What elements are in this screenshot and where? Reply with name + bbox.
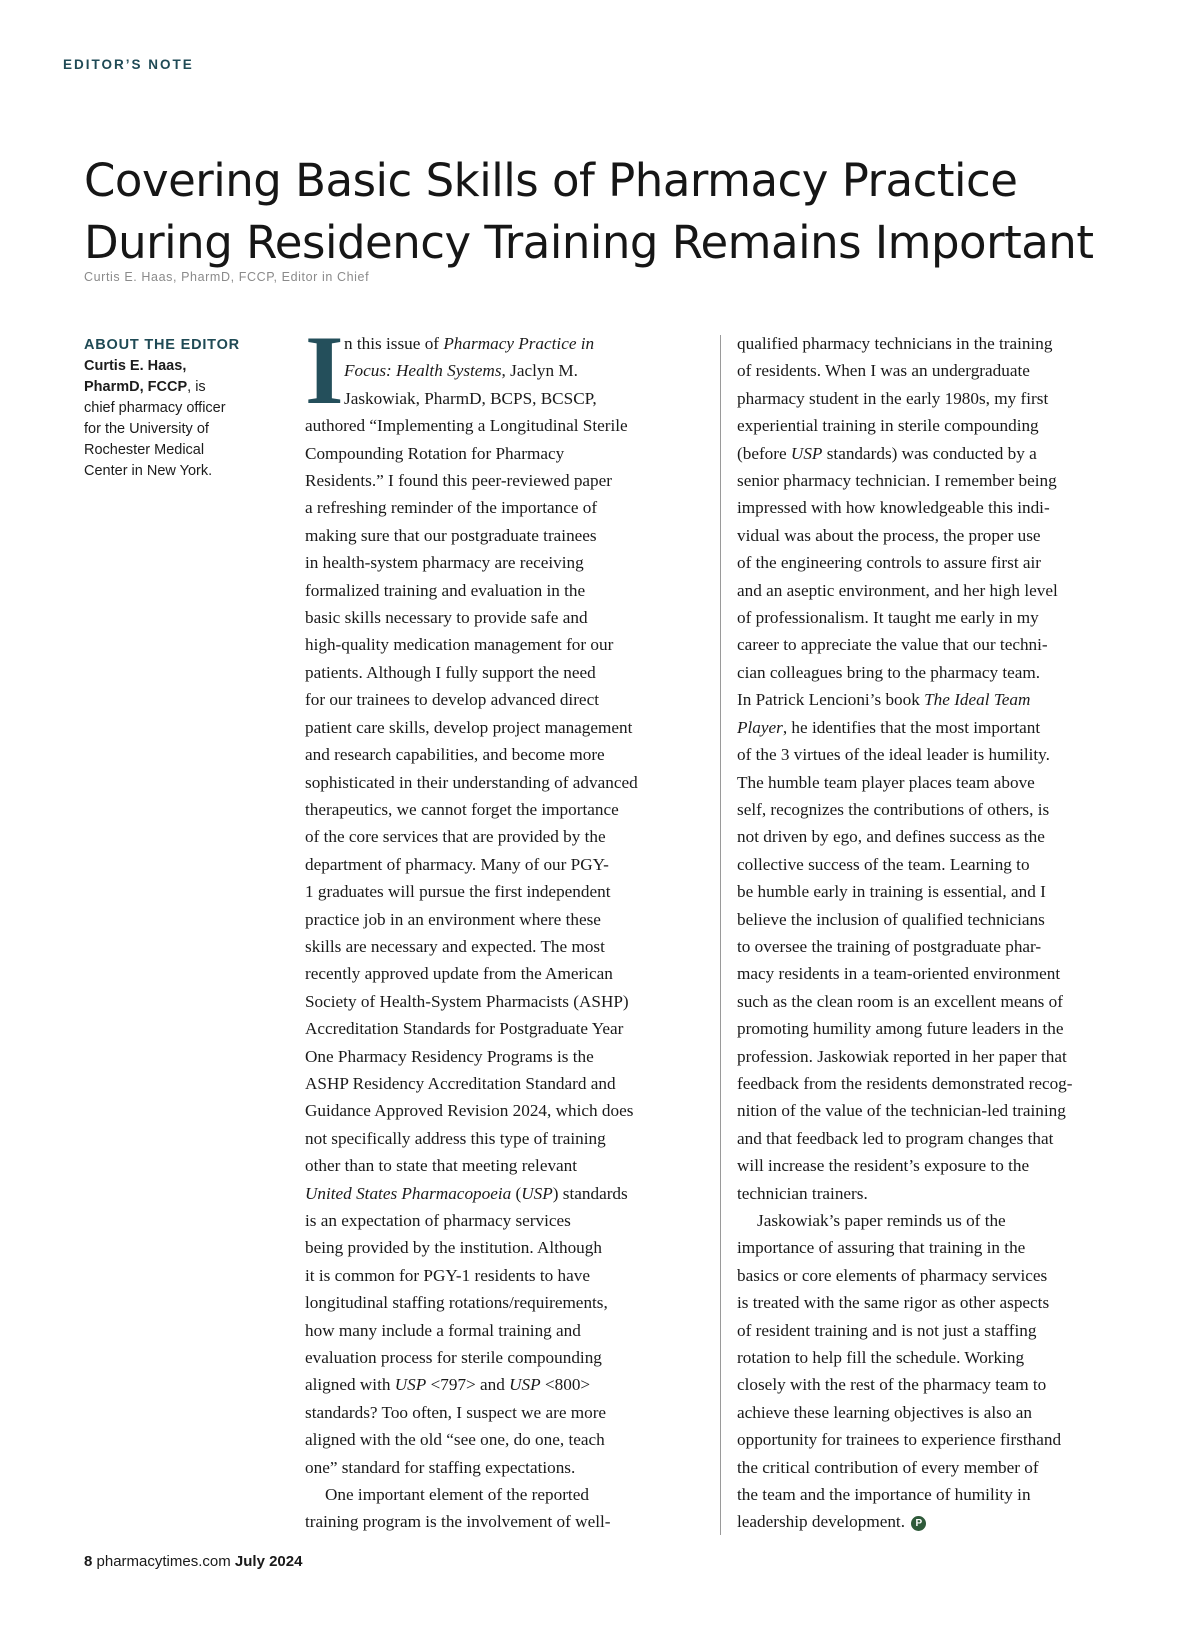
text-line: (before USP standards) was conducted by a [737,443,1037,463]
text-line: One important element of the reported [325,1485,589,1505]
text-line: and an aseptic environment, and her high level [737,580,1058,600]
text-line: impressed with how knowledgeable this indi- [737,498,1050,518]
text-line: 1 graduates will pursue the first independent [305,882,611,902]
section-label: EDITOR’S NOTE [63,57,194,72]
text-line: opportunity for trainees to experience firsthand [737,1430,1062,1450]
text-line: Guidance Approved Revision 2024, which does [305,1101,634,1121]
editor-name-line: PharmD, FCCP, is [84,379,206,395]
text-line: department of pharmacy. Many of our PGY- [305,854,609,874]
text-line: evaluation process for sterile compounding [305,1348,602,1368]
text-line: skills are necessary and expected. The most [305,936,605,956]
text-line: patient care skills, develop project management [305,717,633,737]
end-mark-icon: P [911,1516,926,1531]
text-line: Society of Health-System Pharmacists (ASHP) [305,991,629,1011]
text-line: Jaskowiak, PharmD, BCPS, BCSCP, [344,388,597,408]
text-line: of the 3 virtues of the ideal leader is humility. [737,745,1050,765]
text-line: such as the clean room is an excellent means of [737,991,1063,1011]
text-line: n this issue of Pharmacy Practice in [344,334,595,353]
text-line: and that feedback led to program changes that [737,1128,1054,1148]
byline: Curtis E. Haas, PharmD, FCCP, Editor in Chief [84,270,370,284]
text-line: longitudinal staffing rotations/requirements, [305,1293,608,1313]
text-line: aligned with USP <797> and USP <800> [305,1375,591,1395]
drop-cap: I [305,316,344,425]
text-line: pharmacy student in the early 1980s, my first [737,388,1049,408]
text-line: technician trainers. [737,1183,868,1203]
text-line: formalized training and evaluation in the [305,580,586,600]
text-line: being provided by the institution. Although [305,1238,602,1258]
editor-bio-line: Center in New York. [84,463,213,479]
text-line: Player, he identifies that the most important [737,717,1041,737]
text-line: of the core services that are provided by the [305,827,606,847]
text-line: feedback from the residents demonstrated recog- [737,1073,1073,1093]
text-line: The humble team player places team above [737,772,1035,792]
text-line: recently approved update from the American [305,964,613,984]
editor-bio-line: Rochester Medical [84,442,205,458]
text-line: standards? Too often, I suspect we are more [305,1402,607,1422]
text-line: the critical contribution of every member of [737,1457,1039,1477]
text-line: patients. Although I fully support the need [305,662,596,682]
text-line: of resident training and is not just a staffing [737,1320,1037,1340]
footer-issue: July 2024 [234,1553,303,1570]
text-line: Residents.” I found this peer-reviewed paper [305,471,613,491]
text-line: and research capabilities, and become more [305,745,605,765]
text-line: it is common for PGY-1 residents to have [305,1265,590,1285]
text-line: macy residents in a team-oriented environment [737,964,1061,984]
text-line: aligned with the old “see one, do one, teach [305,1430,605,1450]
text-line: high-quality medication management for our [305,635,614,655]
text-line: nition of the value of the technician-led training [737,1101,1066,1121]
text-line: Jaskowiak’s paper reminds us of the [757,1211,1006,1230]
text-line: Accreditation Standards for Postgraduate Year [305,1019,624,1039]
column-divider [720,335,721,1535]
text-line: of the engineering controls to assure first air [737,553,1042,573]
text-line: profession. Jaskowiak reported in her paper that [737,1046,1067,1066]
about-the-editor [84,335,274,482]
page-footer [84,1553,302,1570]
text-line: of residents. When I was an undergraduate [737,361,1030,381]
footer-site: pharmacytimes.com [96,1553,231,1570]
text-line: vidual was about the process, the proper use [737,525,1041,545]
text-line: career to appreciate the value that our techni- [737,635,1048,655]
editor-bio-line: chief pharmacy officer [84,400,226,416]
text-line: senior pharmacy technician. I remember being [737,471,1057,491]
editor-bio-line: for the University of [84,421,209,437]
text-line: experiential training in sterile compounding [737,416,1039,436]
text-line: In Patrick Lencioni’s book The Ideal Team [737,690,1031,710]
page-number: 8 [84,1553,93,1570]
text-line: collective success of the team. Learning to [737,854,1030,874]
text-line: ASHP Residency Accreditation Standard and [305,1073,616,1093]
text-line: self, recognizes the contributions of others, is [737,799,1050,819]
article-column-right [737,330,1137,1536]
about-editor-heading: ABOUT THE EDITOR [84,337,240,353]
text-line: training program is the involvement of well- [305,1512,611,1532]
text-line: of professionalism. It taught me early in my [737,608,1039,628]
text-line: believe the inclusion of qualified technicians [737,909,1045,929]
text-line: not driven by ego, and defines success as the [737,827,1045,847]
text-line: sophisticated in their understanding of advanced [305,772,638,792]
text-line: rotation to help fill the schedule. Working [737,1348,1025,1368]
text-line: to oversee the training of postgraduate phar- [737,936,1042,956]
text-line: one” standard for staffing expectations. [305,1457,576,1477]
text-line: other than to state that meeting relevant [305,1156,578,1176]
editor-bio [84,356,274,482]
text-line: be humble early in training is essential, and I [737,882,1046,902]
text-line: cian colleagues bring to the pharmacy team. [737,662,1041,682]
text-line: in health-system pharmacy are receiving [305,553,584,573]
title-line: Covering Basic Skills of Pharmacy Practice [84,154,1018,207]
text-line: authored “Implementing a Longitudinal Sterile [305,416,628,436]
text-line: the team and the importance of humility in [737,1485,1031,1505]
article-title [84,150,1144,274]
text-line: practice job in an environment where these [305,909,601,929]
title-line: During Residency Training Remains Important [84,216,1094,269]
text-line: Compounding Rotation for Pharmacy [305,443,565,463]
text-line: therapeutics, we cannot forget the importance [305,799,619,819]
text-line: is an expectation of pharmacy services [305,1211,571,1230]
text-line: is treated with the same rigor as other aspects [737,1293,1050,1313]
text-line: will increase the resident’s exposure to the [737,1156,1030,1176]
text-line: Focus: Health Systems, Jaclyn M. [344,361,578,381]
text-line: making sure that our postgraduate trainees [305,525,597,545]
text-line: One Pharmacy Residency Programs is the [305,1046,594,1066]
text-line: leadership development. P [737,1508,1137,1535]
editor-name-line: Curtis E. Haas, [84,358,187,374]
text-line: qualified pharmacy technicians in the training [737,334,1053,353]
text-line: promoting humility among future leaders in the [737,1019,1064,1039]
text-line: a refreshing reminder of the importance of [305,498,598,518]
article-column-left [305,316,705,1536]
text-line: importance of assuring that training in the [737,1238,1026,1258]
text-line: achieve these learning objectives is also an [737,1402,1032,1422]
text-line: basics or core elements of pharmacy services [737,1265,1048,1285]
text-line: not specifically address this type of training [305,1128,606,1148]
text-line: closely with the rest of the pharmacy team to [737,1375,1047,1395]
text-line: for our trainees to develop advanced direct [305,690,599,710]
text-line: basic skills necessary to provide safe and [305,608,588,628]
text-line: how many include a formal training and [305,1320,581,1340]
text-line: United States Pharmacopoeia (USP) standards [305,1183,628,1203]
